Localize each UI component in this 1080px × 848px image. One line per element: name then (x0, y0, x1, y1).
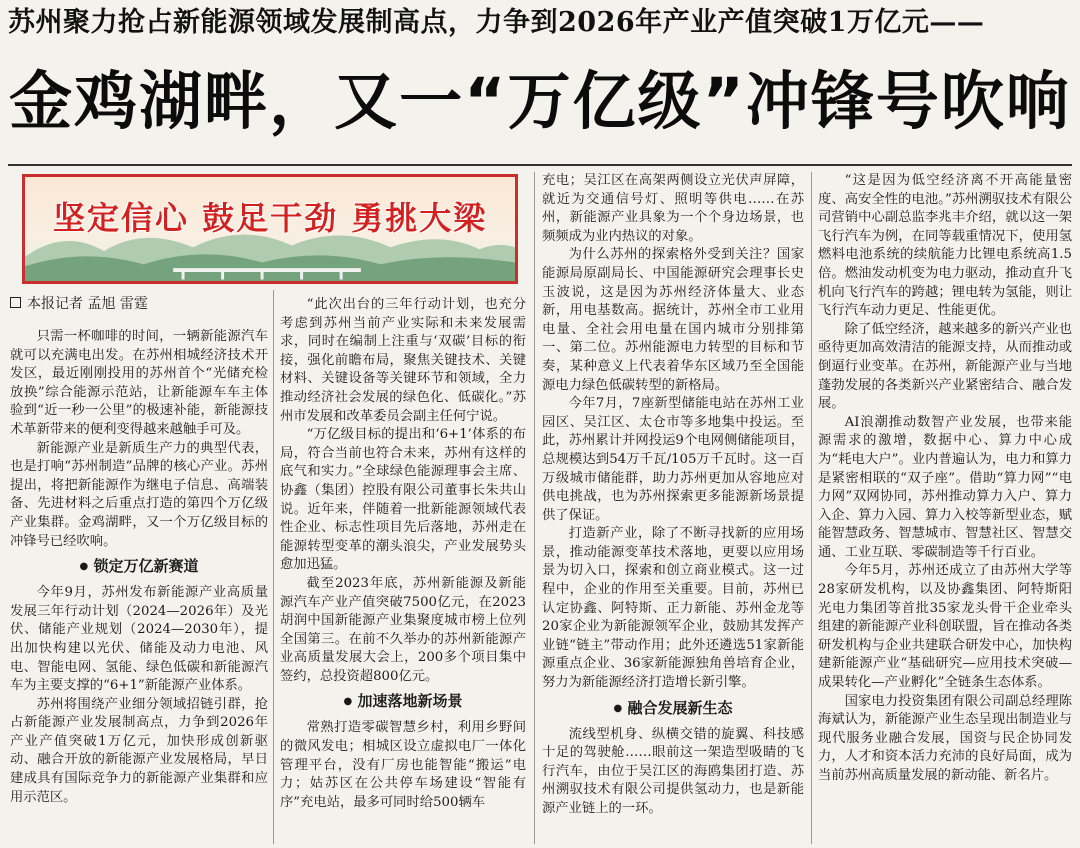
section-heading-text: 锁定万亿新赛道 (93, 557, 199, 576)
column-divider (273, 290, 274, 844)
paragraph: 苏州将围绕产业细分领域招链引群，抢占新能源产业发展制高点，力争到2026年产业产值突破1万亿元，加快形成创新驱动、融合开放的新能源产业发展格局，早日建成具有国际竞争力的新能源产业集群和应用示范区。 (10, 696, 268, 805)
paragraph: AI浪潮推动数智产业发展，也带来能源需求的激增，数据中心、算力中心成为“耗电大户”。业内普遍认为，电力和算力是紧密相联的“双子座”。借助“算力网”“电力网”双网协同，苏州推动算力入户、算力入企、算力入园、算力入校等新型业态，赋能智慧政务、智慧城市、智慧社区、智慧交通、工业互联、零碳制造等千行百业。 (818, 414, 1072, 560)
section-heading (10, 555, 268, 578)
section-heading (542, 697, 804, 720)
section-heading-text: 加速落地新场景 (357, 692, 463, 711)
paragraph: 为什么苏州的探索格外受到关注？国家能源局原副局长、中国能源研究会理事长史玉波说，这是因为苏州经济体量大、业态新，用电基数高。据统计，苏州全市工业用电量、全社会用电量在国内城市分别排第一、第二位。苏州能源电力转型的目标和节奏，某种意义上代表着华东区域乃至全国能源电力绿色低碳转型的新格局。 (542, 247, 804, 393)
paragraph: 只需一杯咖啡的时间，一辆新能源汽车就可以充满电出发。在苏州相城经济技术开发区，最近刚刚投用的苏州首个“光储充检放换”综合能源示范站，让新能源车车主体验到“近一秒一公里”的极速补能，新能源技术革新带来的便利变得越来越触手可及。 (10, 329, 268, 437)
banner-slogan: 坚定信心 鼓足干劲 勇挑大梁 (53, 199, 488, 237)
paragraph: “万亿级目标的提出和‘6+1’体系的布局，符合当前也符合未来，苏州有这样的底气和实力。”全球绿色能源理事会主席、协鑫（集团）控股有限公司董事长朱共山说。近年来，伴随着一批新能源领域代表性企业、标志性项目先后落地，苏州走在能源转型变革的潮头浪尖，产业发展势头愈加迅猛。 (280, 427, 526, 573)
article-subtitle: 苏州聚力抢占新能源领域发展制高点，力争到2026年产业产值突破1万亿元—— (8, 7, 985, 38)
column-1 (10, 328, 268, 844)
square-bullet-icon (10, 297, 21, 308)
paragraph: 充电；吴江区在高架两侧设立光伏声屏障，就近为交通信号灯、照明等供电……在苏州，新能源产业具象为一个个身边场景，也频频成为业内热议的对象。 (542, 173, 804, 244)
paragraph: 国家电力投资集团有限公司副总经理陈海斌认为，新能源产业生态呈现出制造业与现代服务业融合发展，国资与民企协同发力，人才和资本活力充沛的良好局面，成为当前苏州高质量发展的新动能、新名片。 (818, 693, 1072, 783)
section-heading (280, 690, 526, 713)
column-divider (534, 172, 535, 844)
heading-dot-icon: ● (79, 561, 89, 573)
article-title: 金鸡湖畔，又一“万亿级”冲锋号吹响 (9, 65, 1071, 138)
column-4 (818, 172, 1072, 844)
paragraph: “此次出台的三年行动计划，也充分考虑到苏州当前产业实际和未来发展需求，同时在编制上注重与‘双碳’目标的衔接，强化前瞻布局，聚焦关键技术、关键材料、关键设备等关键环节和领域，全力推动经济社会发展的绿色化、低碳化。”苏州市发展和改革委员会副主任何宁说。 (280, 297, 526, 424)
column-2 (280, 296, 526, 844)
paragraph: 新能源产业是新质生产力的典型代表，也是打响“苏州制造”品牌的核心产业。苏州提出，将把新能源作为继电子信息、高端装备、先进材料之后重点打造的第四个万亿级产业集群。金鸡湖畔，又一个万亿级目标的冲锋号已经吹响。 (10, 440, 268, 549)
title-divider (8, 164, 1072, 166)
column-divider (811, 172, 812, 844)
section-heading-text: 融合发展新生态 (627, 698, 733, 717)
paragraph: 今年5月，苏州还成立了由苏州大学等28家研发机构，以及协鑫集团、阿特斯阳光电力集团等首批35家龙头骨干企业牵头组建的新能源产业科创联盟，旨在推动各类研发机构与企业共建联合研发中心，加快构建新能源产业“基础研究—应用技术突破—成果转化—产业孵化”全链条生态体系。 (818, 563, 1072, 691)
paragraph: “这是因为低空经济离不开高能量密度、高安全性的电池。”苏州溯驭技术有限公司营销中心副总监李兆丰介绍，就以这一架飞行汽车为例，在同等载重情况下，使用氢燃料电池系统的续航能力比锂电系统高1.5倍。燃油发动机变为电力驱动，推动直升飞机向飞行汽车的跨越；锂电转为氢能，则让飞行汽车动力更足、性能更优。 (818, 173, 1072, 319)
column-3 (542, 172, 804, 844)
byline-text: 本报记者 孟旭 雷霆 (27, 296, 148, 312)
paragraph: 截至2023年底，苏州新能源及新能源汽车产业产值突破7500亿元，在2023胡润中国新能源产业集聚度城市榜上位列全国第三。在前不久举办的苏州新能源产业高质量发展大会上，200多个项目集中签约，总投资超800亿元。 (280, 575, 526, 684)
paragraph: 除了低空经济，越来越多的新兴产业也亟待更加高效清洁的能源支持，从而推动或倒逼行业变革。在苏州，新能源产业与当地蓬勃发展的各类新兴产业紧密结合、融合发展。 (818, 321, 1072, 412)
heading-dot-icon: ● (343, 696, 353, 708)
byline (10, 294, 270, 314)
paragraph: 今年7月，7座新型储能电站在苏州工业园区、吴江区、太仓市等多地集中投运。至此，苏州累计并网投运9个电网侧储能项目，总规模达到54万千瓦/105万千瓦时。这一百万级城市储能群，助力苏州更加从容地应对供电挑战，也为苏州探索更多能源新场景提供了保证。 (542, 396, 804, 523)
slogan-banner (22, 174, 518, 284)
heading-dot-icon: ● (613, 702, 623, 714)
paragraph: 流线型机身、纵横交错的旋翼、科技感十足的驾驶舱……眼前这一架造型吸睛的飞行汽车，由位于吴江区的海鸥集团打造、苏州溯驭技术有限公司提供氢动力，也是新能源产业链上的一环。 (542, 726, 804, 816)
paragraph: 常熟打造零碳智慧乡村，利用乡野间的微风发电；相城区设立虚拟电厂一体化管理平台，没有厂房也能智能“搬运”电力；姑苏区在公共停车场建设“智能有序”充电站，最多可同时给500辆车 (280, 720, 526, 810)
paragraph: 今年9月，苏州发布新能源产业高质量发展三年行动计划（2024—2026年）及光伏、储能产业规划（2024—2030年），提出加快构建以光伏、储能及动力电池、风电、智能电网、氢能、绿色低碳和新能源汽车为主要支撑的“6+1”新能源产业体系。 (10, 585, 268, 694)
paragraph: 打造新产业，除了不断寻找新的应用场景，推动能源变革技术落地，更要以应用场景为切入口，探索和创立商业模式。这一过程中，企业的作用至关重要。目前，苏州已认定协鑫、阿特斯、正力新能、苏州金龙等20家企业为新能源领军企业，鼓励其发挥产业链“链主”带动作用；此外还遴选51家新能源重点企业、36家新能源独角兽培育企业，努力为新能源经济打造增长新引擎。 (542, 526, 804, 691)
